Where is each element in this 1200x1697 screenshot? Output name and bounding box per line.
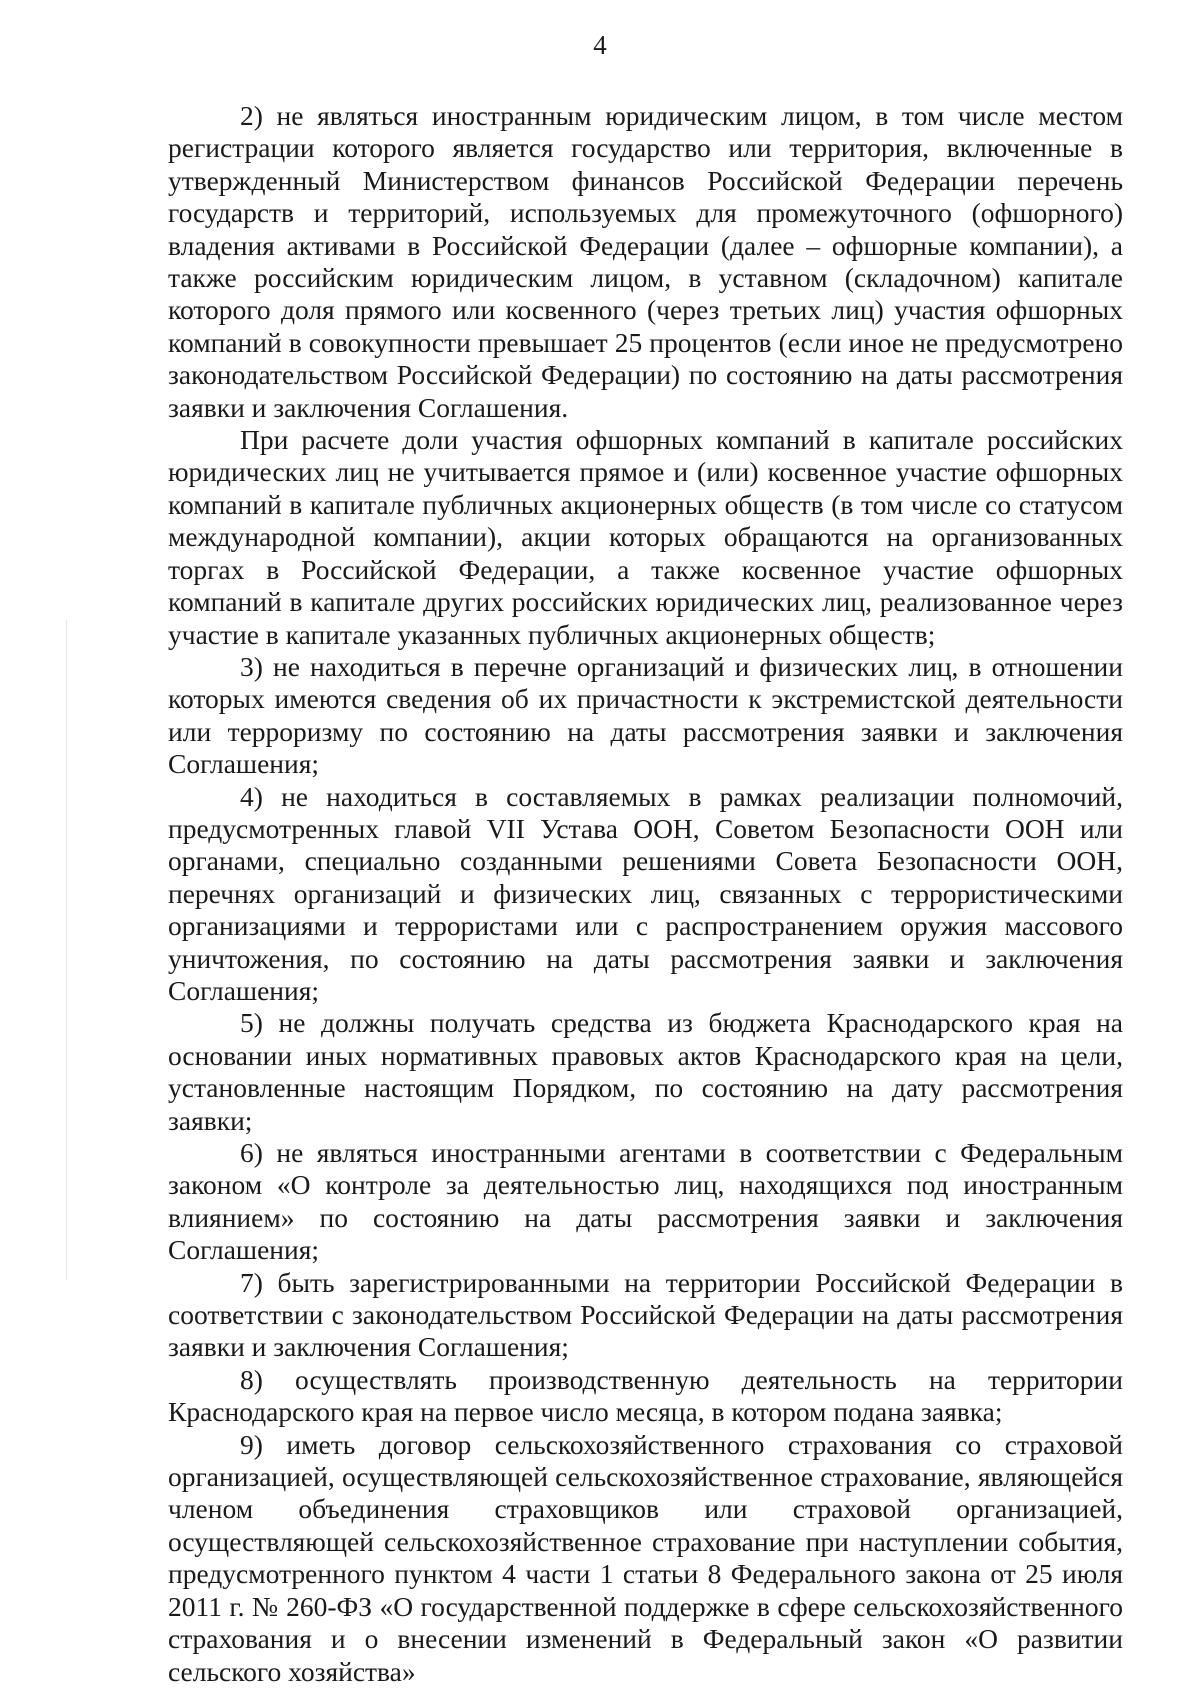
paragraph-item-8: 8) осуществлять производственную деятельность на территории Краснодарского края на первое число месяца, в котором подана заявка; xyxy=(168,1363,1123,1428)
paragraph-item-4: 4) не находиться в составляемых в рамках реализации полномочий, предусмотренных главой VII Устава ООН, Советом Безопасности ООН или органами, специально созданными решениями Совета Безопасности ООН, перечнях организаций и физических лиц, связанных с террористическими организациями и террористами или с распространением оружия массового уничтожения, по состоянию на даты рассмотрения заявки и заключения Соглашения; xyxy=(168,780,1123,1006)
paragraph-item-9: 9) иметь договор сельскохозяйственного страхования со страховой организацией, осуществляющей сельскохозяйственное страхование, являющейся членом объединения страховщиков или страховой организацией, осуществляющей сельскохозяйственное страхование при наступлении события, предусмотренного пунктом 4 части 1 статьи 8 Федерального закона от 25 июля 2011 г. № 260-ФЗ «О государственной поддержке в сфере сельскохозяйственного страхования и о внесении изменений в Федеральный закон «О развитии сельского хозяйства» xyxy=(168,1428,1123,1687)
paragraph-item-5: 5) не должны получать средства из бюджета Краснодарского края на основании иных нормативных правовых актов Краснодарского края на цели, установленные настоящим Порядком, по состоянию на дату рассмотрения заявки; xyxy=(168,1007,1123,1136)
document-body xyxy=(168,100,1123,1688)
paragraph-item-2: 2) не являться иностранным юридическим лицом, в том числе местом регистрации которого является государство или территория, включенные в утвержденный Министерством финансов Российской Федерации перечень государств и территорий, используемых для промежуточного (офшорного) владения активами в Российской Федерации (далее – офшорные компании), а также российским юридическим лицом, в уставном (складочном) капитале которого доля прямого или косвенного (через третьих лиц) участия офшорных компаний в совокупности превышает 25 процентов (если иное не предусмотрено законодательством Российской Федерации) по состоянию на даты рассмотрения заявки и заключения Соглашения. xyxy=(168,100,1123,423)
scan-edge-mark xyxy=(66,620,67,1280)
paragraph-offshore-calculation: При расчете доли участия офшорных компаний в капитале российских юридических лиц не учитывается прямое и (или) косвенное участие офшорных компаний в капитале публичных акционерных обществ (в том числе со статусом международной компании), акции которых обращаются на организованных торгах в Российской Федерации, а также косвенное участие офшорных компаний в капитале других российских юридических лиц, реализованное через участие в капитале указанных публичных акционерных обществ; xyxy=(168,424,1123,650)
page-number: 4 xyxy=(593,30,607,60)
paragraph-item-7: 7) быть зарегистрированными на территории Российской Федерации в соответствии с законодательством Российской Федерации на даты рассмотрения заявки и заключения Соглашения; xyxy=(168,1266,1123,1363)
paragraph-item-3: 3) не находиться в перечне организаций и физических лиц, в отношении которых имеются сведения об их причастности к экстремистской деятельности или терроризму по состоянию на даты рассмотрения заявки и заключения Соглашения; xyxy=(168,650,1123,780)
paragraph-item-6: 6) не являться иностранными агентами в соответствии с Федеральным законом «О контроле за деятельностью лиц, находящихся под иностранным влиянием» по состоянию на даты рассмотрения заявки и заключения Соглашения; xyxy=(168,1137,1123,1266)
